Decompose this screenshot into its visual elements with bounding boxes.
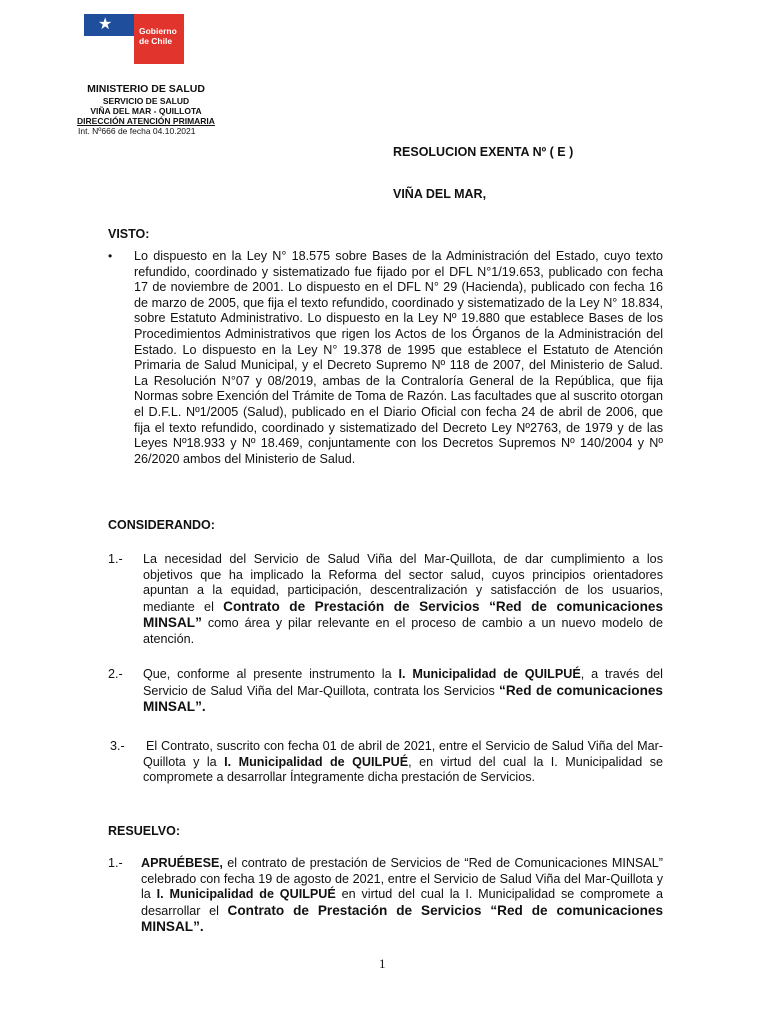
considerando-3-bold: I. Municipalidad de QUILPUÉ <box>224 754 409 769</box>
considerando-heading: CONSIDERANDO: <box>108 518 215 532</box>
considerando-1-text <box>143 552 663 648</box>
gobierno-de-chile-logo <box>84 14 184 64</box>
ministry-name: MINISTERIO DE SALUD <box>87 83 205 95</box>
direction-name: DIRECCIÓN ATENCIÓN PRIMARIA <box>77 116 215 126</box>
service-name: SERVICIO DE SALUD <box>102 96 190 106</box>
considerando-1-bold: Contrato de Prestación de Servicios “Red de comunicaciones MINSAL” <box>143 598 664 631</box>
logo-text-line1: Gobierno <box>139 26 177 36</box>
considerando-3-number: 3.- <box>110 739 125 753</box>
region-name: VIÑA DEL MAR - QUILLOTA <box>90 106 202 116</box>
resuelvo-1-text <box>141 856 663 936</box>
resuelvo-1-bold-start: APRUÉBESE, <box>141 856 223 870</box>
resuelvo-1-bold: I. Municipalidad de QUILPUÉ <box>156 887 336 902</box>
resuelvo-heading: RESUELVO: <box>108 824 180 838</box>
page-number: 1 <box>379 956 386 971</box>
considerando-3-text <box>143 739 663 786</box>
visto-text: Lo dispuesto en la Ley N° 18.575 sobre Bases de la Administración del Estado, cuyo texto refundido, coordinado y sistematizado fue fijado por el DFL N°1/19.653, publicado con fecha 17 de noviembre de 2001. Lo dispuesto en el DFL N° 29 (Hacienda), publicado con fecha 16 de marzo de 2005, que fija el texto refundido, coordinado y sistematizado de la Ley N° 18.834, sobre Estatuto Administrativo. Lo dispuesto en la Ley Nº 19.880 que establece Bases de los Procedimientos Administrativos que rigen los Actos de los Órganos de la Administración del Estado. Lo dispuesto en la Ley N° 19.378 de 1995 que establece el Estatuto de Atención Primaria de Salud Municipal, y el Decreto Supremo Nº 118 de 2007, del Ministerio de Salud. La Resolución N°07 y 08/2019, ambas de la Contraloría General de la República, que fija Normas sobre Exención del Trámite de Toma de Razón. Las facultades que al suscrito otorgan el D.F.L. Nº1/2005 (Salud), publicado en el Diario Oficial con fecha 24 de abril de 2006, que fija el texto refundido, coordinado y sistematizado del Decreto Ley Nº2763, de 1979 y de las Leyes Nº18.933 y Nº 18.469, conjuntamente con los Decretos Supremos Nº 140/2004 y Nº 26/2020 ambos del Ministerio de Salud. <box>134 249 663 466</box>
resuelvo-1-number: 1.- <box>108 856 123 870</box>
resolution-title: RESOLUCION EXENTA Nº ( E ) <box>393 145 574 159</box>
visto-heading: VISTO: <box>108 227 150 241</box>
logo-text-line2: de Chile <box>139 36 173 46</box>
resuelvo-1-pre: el contrato de prestación de Servicios de “Red de Comunicaciones MINSAL” celebrado con fecha 19 de agosto de 2021, entre el Servicio de Salud Viña del Mar-Quillota y la <box>141 856 663 902</box>
considerando-2-bold2: “Red de comunicaciones MINSAL”. <box>143 682 663 715</box>
logo-text <box>139 26 177 46</box>
considerando-2-text <box>143 667 663 716</box>
considerando-1-post: como área y pilar relevante en el proceso de cambio a un nuevo modelo de atención. <box>143 616 663 646</box>
considerando-3-pre: El Contrato, suscrito con fecha 01 de abril de 2021, entre el Servicio de Salud Viña del Mar-Quillota y la <box>143 739 663 769</box>
resuelvo-1-mid: en virtud del cual la I. Municipalidad se compromete a desarrollar el <box>141 887 663 918</box>
considerando-2-number: 2.- <box>108 667 123 681</box>
considerando-3-post: , en virtud del cual la I. Municipalidad se compromete a desarrollar Íntegramente dicha prestación de Servicios. <box>143 754 664 785</box>
considerando-1-pre: La necesidad del Servicio de Salud Viña del Mar-Quillota, de dar cumplimiento a los objetivos que ha implicado la Reforma del sector salud, cuyos principios orientadores apuntan a la equidad, participación, descentralización y satisfacción de los usuarios, mediante el <box>143 552 663 614</box>
logo-blue-block <box>84 14 134 36</box>
resolution-place: VIÑA DEL MAR, <box>393 187 487 201</box>
considerando-2-bold1: I. Municipalidad de QUILPUÉ <box>398 667 581 681</box>
considerando-2-mid: , a través del Servicio de Salud Viña del Mar-Quillota, contrata los Servicios <box>143 667 663 698</box>
bullet-icon: • <box>108 249 113 263</box>
header-organization <box>76 83 216 136</box>
resuelvo-1-bold-end: Contrato de Prestación de Servicios “Red de comunicaciones MINSAL”. <box>141 902 664 935</box>
star-icon: ★ <box>98 16 113 33</box>
internal-reference: Int. Nº666 de fecha 04.10.2021 <box>78 126 196 136</box>
considerando-2-pre: Que, conforme al presente instrumento la <box>143 667 399 681</box>
considerando-1-number: 1.- <box>108 552 123 566</box>
logo-white-block <box>84 36 134 64</box>
